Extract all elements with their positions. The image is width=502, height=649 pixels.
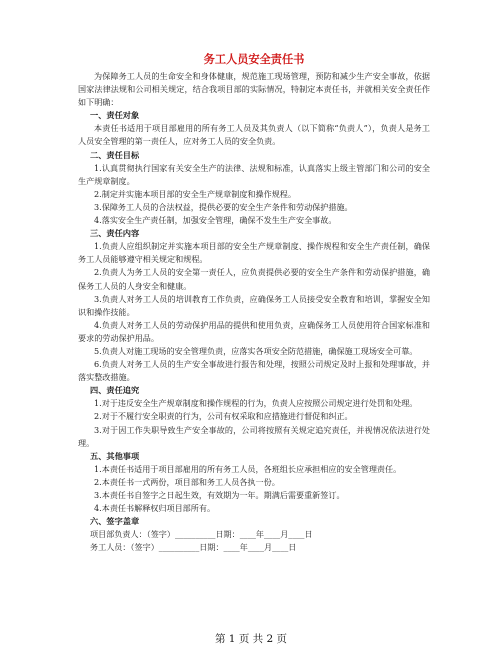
section-heading: 六、签字盖章 [90, 516, 140, 527]
document-body [78, 52, 430, 554]
section-paragraph: 5.负责人对施工现场的安全管理负责，应落实各项安全防范措施，确保施工现场安全可靠。 [94, 345, 418, 356]
section-paragraph: 2.本责任书一式两份，项目部和务工人员各执一份。 [94, 476, 280, 487]
section-paragraph: 本责任书适用于项目部雇用的所有务工人员及其负责人（以下简称“负责人”），负责人是务工人员安全管理的第一责任人，应对务工人员的安全负责。 [78, 123, 430, 147]
section-signature [78, 515, 430, 554]
section-paragraph: 3.对于因工作失职导致生产安全事故的，公司将按照有关规定追究责任，并视情况依法进行处理。 [78, 424, 430, 448]
section-heading: 三、责任内容 [90, 228, 140, 239]
section-paragraph: 1.认真贯彻执行国家有关安全生产的法律、法规和标准，认真落实上级主管部门和公司的安全生产规章制度。 [78, 162, 430, 186]
section-accountability [78, 384, 430, 449]
signature-line-worker: 务工人员：（签字）__________日期：____年____月____日 [90, 542, 297, 553]
section-responsibility-target [78, 109, 430, 148]
intro-paragraph: 为保障务工人员的生命安全和身体健康，规范施工现场管理，预防和减少生产安全事故，依据国家法律法规和公司相关规定，结合我项目部的实际情况，特制定本责任书，并就相关安全责任作如下明确： [78, 71, 430, 108]
section-paragraph: 2.制定并实施本项目部的安全生产规章制度和操作规程。 [94, 188, 296, 199]
section-heading: 二、责任目标 [90, 149, 140, 160]
section-responsibility-goals [78, 149, 430, 228]
document-title: 务工人员安全责任书 [203, 53, 305, 66]
section-paragraph: 6.负责人对务工人员的生产安全事故进行报告和处理，按照公司规定及时上报和处理事故，并落实整改措施。 [78, 359, 430, 383]
section-paragraph: 1.本责任书适用于项目部雇用的所有务工人员，各班组长应承担相应的安全管理责任。 [94, 463, 402, 474]
section-paragraph: 4.本责任书解释权归项目部所有。 [94, 503, 216, 514]
signature-line-project-manager: 项目部负责人：（签字）__________日期：____年____月____日 [90, 529, 313, 540]
section-paragraph: 2.对于不履行安全职责的行为，公司有权采取和应措施进行督促和纠正。 [94, 411, 353, 422]
section-other-matters [78, 450, 430, 515]
section-paragraph: 1.对于违反安全生产规章制度和操作规程的行为，负责人应按照公司规定进行处罚和处理。 [94, 398, 418, 409]
section-heading: 五、其他事项 [90, 450, 140, 461]
section-paragraph: 3.保障务工人员的合法权益，提供必要的安全生产条件和劳动保护措施。 [94, 201, 353, 212]
section-paragraph: 4.落实安全生产责任制，加强安全管理，确保不发生生产安全事故。 [94, 215, 337, 226]
page-footer: 第 1 页 共 2 页 [214, 633, 288, 645]
section-paragraph: 1.负责人应组织制定并实施本项目部的安全生产规章制度、操作规程和安全生产责任制，确保务工人员能够遵守相关规定和规程。 [78, 241, 430, 265]
section-paragraph: 4.负责人对务工人员的劳动保护用品的提供和使用负责，应确保务工人员使用符合国家标准和要求的劳动保护用品。 [78, 319, 430, 343]
section-heading: 四、责任追究 [90, 385, 140, 396]
section-responsibility-content [78, 227, 430, 384]
section-heading: 一、责任对象 [90, 110, 140, 121]
section-paragraph: 3.本责任书自签字之日起生效，有效期为一年。期满后需要重新签订。 [94, 490, 345, 500]
section-paragraph: 3.负责人对务工人员的培训教育工作负责，应确保务工人员接受安全教育和培训，掌握安全知识和操作技能。 [78, 293, 430, 317]
section-paragraph: 2.负责人为务工人员的安全第一责任人，应负责提供必要的安全生产条件和劳动保护措施，确保务工人员的人身安全和健康。 [78, 267, 430, 291]
